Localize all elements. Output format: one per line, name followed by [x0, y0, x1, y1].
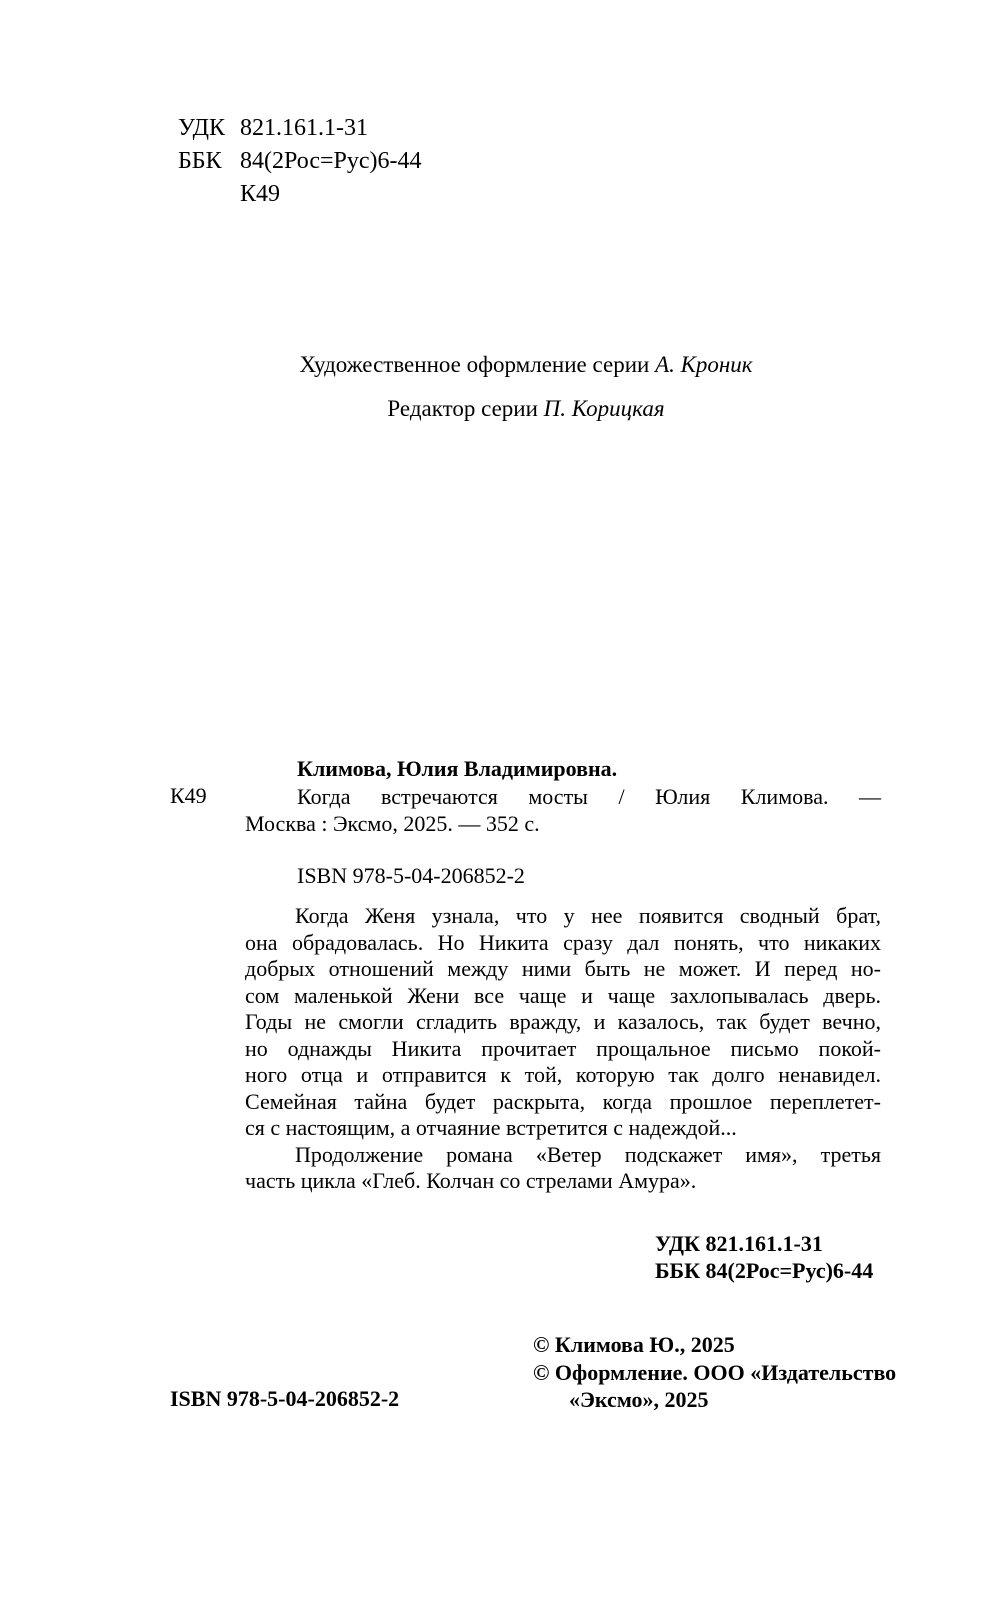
- annotation-line: Семейная тайна будет раскрыта, когда прошлое переплетет-: [245, 1088, 881, 1114]
- catalog-imprint-line: Москва : Эксмо, 2025. — 352 с.: [245, 811, 540, 836]
- bbk-label: ББК: [178, 148, 222, 174]
- copyright-author: © Климова Ю., 2025: [533, 1332, 735, 1357]
- catalog-card: [245, 755, 881, 838]
- series-design-prefix: Художественное оформление серии: [299, 352, 656, 377]
- author-sign-row: [178, 178, 422, 211]
- copyright-design-line2: «Эксмо», 2025: [569, 1387, 709, 1412]
- series-editor-name: П. Корицкая: [543, 396, 665, 421]
- series-credits: [170, 350, 882, 423]
- annotation-line: ного отца и отправится к той, которую так долго ненавидел.: [245, 1062, 881, 1087]
- annotation-line: Годы не смогли сгладить вражду, и казалось, так будет вечно,: [245, 1009, 881, 1034]
- catalog-isbn: ISBN 978-5-04-206852-2: [297, 863, 525, 888]
- annotation-line: ся с настоящим, а отчаяние встретится с надеждой...: [245, 1115, 737, 1140]
- series-editor-prefix: Редактор серии: [387, 396, 544, 421]
- bbk-code-row: [178, 145, 422, 178]
- series-designer-name: А. Кроник: [655, 352, 753, 377]
- bottom-bibliographic-codes: [655, 1230, 873, 1284]
- annotation: [245, 903, 881, 1195]
- annotation-line: часть цикла «Глеб. Колчан со стрелами Амура».: [245, 1168, 697, 1193]
- udk-label: УДК: [178, 115, 225, 141]
- bbk-code-bottom: ББК 84(2Рос=Рус)6-44: [655, 1258, 874, 1283]
- annotation-line: добрых отношений между ними быть не может. И перед но-: [245, 956, 881, 981]
- annotation-line: сом маленькой Жени все чаще и чаще захлопывалась дверь.: [245, 982, 881, 1008]
- catalog-title-line: Когда встречаются мосты / Юлия Климова. —: [297, 783, 881, 809]
- annotation-line: но однажды Никита прочитает прощальное письмо покой-: [245, 1035, 881, 1061]
- author-sign: К49: [240, 181, 281, 207]
- udk-code-row: [178, 112, 422, 145]
- series-design-credit: [170, 350, 882, 379]
- annotation-line: Продолжение романа «Ветер подскажет имя», третья: [295, 1141, 881, 1167]
- catalog-author-sign: К49: [170, 783, 207, 808]
- catalog-heading: Климова, Юлия Владимировна.: [297, 756, 618, 781]
- top-bibliographic-codes: [178, 112, 422, 211]
- udk-code-bottom: УДК 821.161.1-31: [655, 1231, 823, 1256]
- series-editor-credit: [170, 394, 882, 423]
- footer-isbn: ISBN 978-5-04-206852-2: [170, 1386, 400, 1411]
- udk-value: 821.161.1-31: [240, 115, 368, 141]
- annotation-line: она обрадовалась. Но Никита сразу дал понять, что никаких: [245, 929, 881, 955]
- copyright-design-line1: © Оформление. ООО «Издательство: [533, 1359, 897, 1385]
- annotation-line: Когда Женя узнала, что у нее появится сводный брат,: [295, 903, 881, 928]
- bbk-value: 84(2Рос=Рус)6-44: [240, 148, 422, 174]
- copyright-block: [533, 1331, 896, 1414]
